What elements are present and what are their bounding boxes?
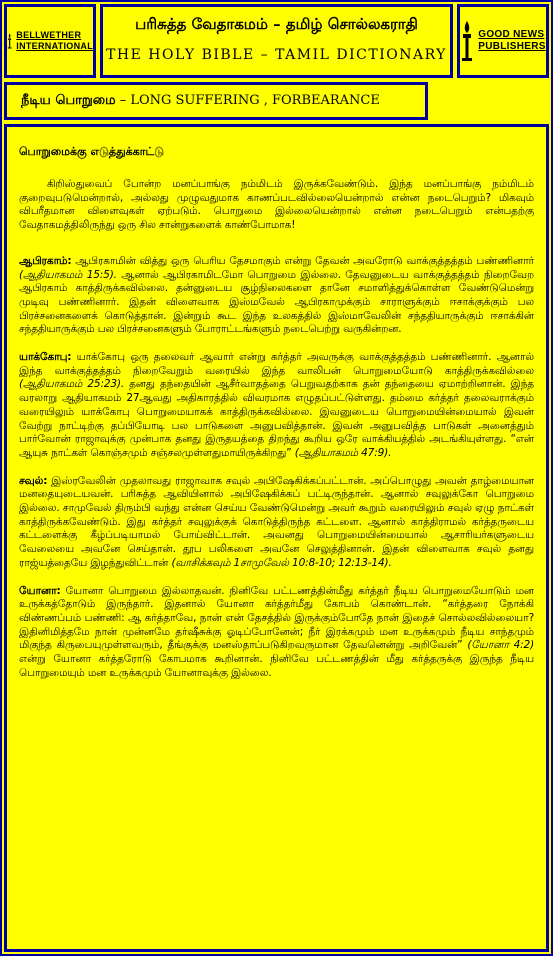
paragraph-text: என்று யோனா கர்த்தரோடு கோபமாக கூறினான். நினிவே பட்டணத்தின் மீது கர்த்தருக்கு இருந்த நீடிய பொறுமையும் மன உருக்கமும் யோனாவுக்கு இல்லை.	[19, 653, 534, 679]
paragraph-text: யோனா பொறுமை இல்லாதவன். நினிவே பட்டணத்தின்மீது கர்த்தர் நீடிய பொறுமையோடும் மன உருக்கத்தோடும் இருந்தார். இதனால் யோனா கர்த்தர்மீது கோபம் கொண்டான். “கர்த்தரை நோக்கி விண்ணப்பம் பண்ணி: ஆ கர்த்தாவே, நான் என் தேசத்தில் இருக்கும்போதே நான் இதைச் சொல்லவில்லையா? இதினிமித்தமே நான் முன்னமே தர்ஷீசுக்கு ஓடிப்போனேன்; நீர் இரக்கமும் மன உருக்கமும் நீடிய சாந்தமும் மிகுந்த கிருபையுமுள்ளவரும், தீங்குக்கு மனஸ்தாப்படுகிறவருமான தேவனென்று அறிவேன்”	[19, 584, 534, 652]
paragraph-text: தனது தந்தையின் ஆசீர்வாதத்தை பெறுவதற்காக தன் தந்தையை ஏமாற்றினான். இந்த வரலாறு ஆதியாகமம் 27ஆவது அதிகாரத்தில் விவரமாக எழுதப்பட்டுள்ளது. தம்மை கர்த்தர் தலைவராக்கும் வரையிலும் யாக்கோபு பொறுமையாகக் காத்திருக்கவில்லை. இவனுடைய பொறுமையின்மையால் இவன் வேற்று நாட்டிற்கு தப்பியோடி பல பாடுகளை அனுபவித்தான். இவன் அனுபவித்த பாடுகள் அனைத்தும் பார்வோன் ராஜாவுக்கு முன்பாக தனது இருதயத்தை திறந்து கூறிய ஒரே வாக்கியத்தில் அடங்கியுள்ளது. “என் ஆயுசு நாட்கள் கொஞ்சமும் சஞ்சலமுள்ளதுமாயிருக்கிறது”	[19, 378, 534, 459]
torch-icon	[460, 19, 474, 63]
paragraph-abraham	[19, 255, 534, 337]
title-english: THE HOLY BIBLE – TAMIL DICTIONARY	[106, 47, 447, 63]
good-news-logo	[457, 4, 549, 78]
paragraph-text: ஆபிரகாமின் வித்து ஒரு பெரிய தேசமாகும் என்று தேவன் அவரோடு வாக்குத்தத்தம் பண்ணினார்	[71, 254, 534, 267]
scripture-reference: (ஆதியாகமம் 47:9).	[294, 446, 392, 459]
header	[4, 4, 549, 78]
paragraph-text: ஆனால் ஆபிரகாமிடமோ பொறுமை இல்லை. தேவனுடைய வாக்குத்தத்தம் நிறைவேற ஆபிரகாம் காத்திருக்கவில்லை. தன்னுடைய சூழ்நிலைகளை தானே சமாளித்துக்கொள்ள வேண்டுமென்று முடிவு பண்ணினார். இதன் விளைவாக இஸ்மவேல் ஆபிரகாமுக்கும் சாராளுக்கும் ஈசாக்குக்கும் பல பிரச்சனைகளைக் கொடுத்தான். இன்றும் கூட இந்த உலகத்தில் இஸ்மாவேலின் சந்ததியாருக்கும் ஈசாக்கின் சந்ததியாருக்கும் பல பிரச்சனைகளும் போராட்டங்களும் நடைபெற்று வருகின்றன.	[19, 268, 534, 336]
scripture-reference: (யோனா 4:2)	[467, 639, 535, 652]
intro-paragraph: கிறிஸ்துவைப் போன்ற மனப்பாங்கு நம்மிடம் இருக்கவேண்டும். இந்த மனப்பாங்கு நம்மிடம் குறைவுபடுமென்றால், அல்லது முழுவதுமாக காணப்படவில்லையென்றால் என்ன நடைபெறும்? மிகவும் விபரீதமான விளைவுகள் ஏற்படும். பொறுமை இல்லையென்றால் என்ன நடைபெறும் என்பதற்கு வேதாகமத்திலிருந்து ஒரு சில சான்றுகளைக் காண்போமாக!	[19, 178, 534, 232]
paragraph-lead: ஆபிரகாம்:	[19, 254, 72, 267]
title-box	[100, 4, 453, 78]
logo-line2: INTERNATIONAL	[16, 41, 93, 51]
bellwether-logo	[4, 4, 96, 78]
torch-icon	[7, 19, 12, 63]
logo-line2: PUBLISHERS	[478, 41, 546, 52]
topic-english: LONG SUFFERING , FORBEARANCE	[130, 93, 380, 108]
topic-separator: –	[115, 93, 131, 108]
title-tamil: பரிசுத்த வேதாகமம் – தமிழ் சொல்லகராதி	[135, 15, 418, 33]
paragraph-lead: யாக்கோபு:	[19, 351, 72, 364]
paragraph-lead: யோனா:	[19, 584, 61, 597]
paragraph-jonah	[19, 585, 534, 681]
paragraph-saul	[19, 475, 534, 571]
topic-box	[4, 82, 428, 120]
paragraph-text: யாக்கோபு ஒரு தலைவர் ஆவார் என்று கர்த்தர் அவருக்கு வாக்குத்தத்தம் பண்ணினார். ஆனால் இந்த வாக்குத்தத்தம் நிறைவேறும் வரையில் இந்த வாலிபன் பொறுமையோடு காத்திருக்கவில்லை	[19, 351, 534, 377]
section-heading: பொறுமைக்கு எடுத்துக்காட்டு	[19, 145, 165, 158]
logo-line1: GOOD NEWS	[478, 29, 545, 40]
topic-tamil: நீடிய பொறுமை	[21, 93, 116, 108]
paragraph-jacob	[19, 351, 534, 461]
paragraph-lead: சவுல்:	[19, 474, 48, 487]
paragraph-text: இஸ்ரவேலின் முதலாவது ராஜாவாக சவுல் அபிஷேகிக்கப்பட்டான். அப்பொழுது அவன் தாழ்மையான மனதையுடையவன். பரிசுத்த ஆவியினால் அபிஷேகிக்கப் பட்டிருந்தான். ஆனால் சவுலுக்கோ பொறுமை இல்லை. சாமுவேல் திரும்பி வந்து என்ன செய்ய வேண்டுமென்று அவர் கூறும் வரையிலும் சவுல் ஏழு நாட்கள் காத்திருக்கவேண்டும். இது கர்த்தர் சவுலுக்குக் கொடுத்திருந்த கட்டளை. ஆனால் காத்திராமல் கர்த்தருடைய கட்டளைக்கு கீழ்ப்படியாமல் போய்விட்டான். அவனது பொறுமையின்மையால் ஆசாரியர்களுடைய வேலையை அவனே செய்தான். தூப பலிகளை அவனே செலுத்தினான். இதன் விளைவாக சவுல் தனது ராஜ்யத்தையே இழந்துவிட்டான்	[19, 474, 534, 569]
logo-line1: BELLWETHER	[16, 30, 82, 40]
content-box	[4, 124, 549, 952]
scripture-reference: (ஆதியாகமம் 25:23).	[19, 378, 125, 391]
scripture-reference: (ஆதியாகமம் 15:5).	[19, 268, 117, 281]
scripture-reference: (வாசிக்கவும் 1சாமுவேல் 10:8-10; 12:13-14).	[171, 556, 392, 569]
